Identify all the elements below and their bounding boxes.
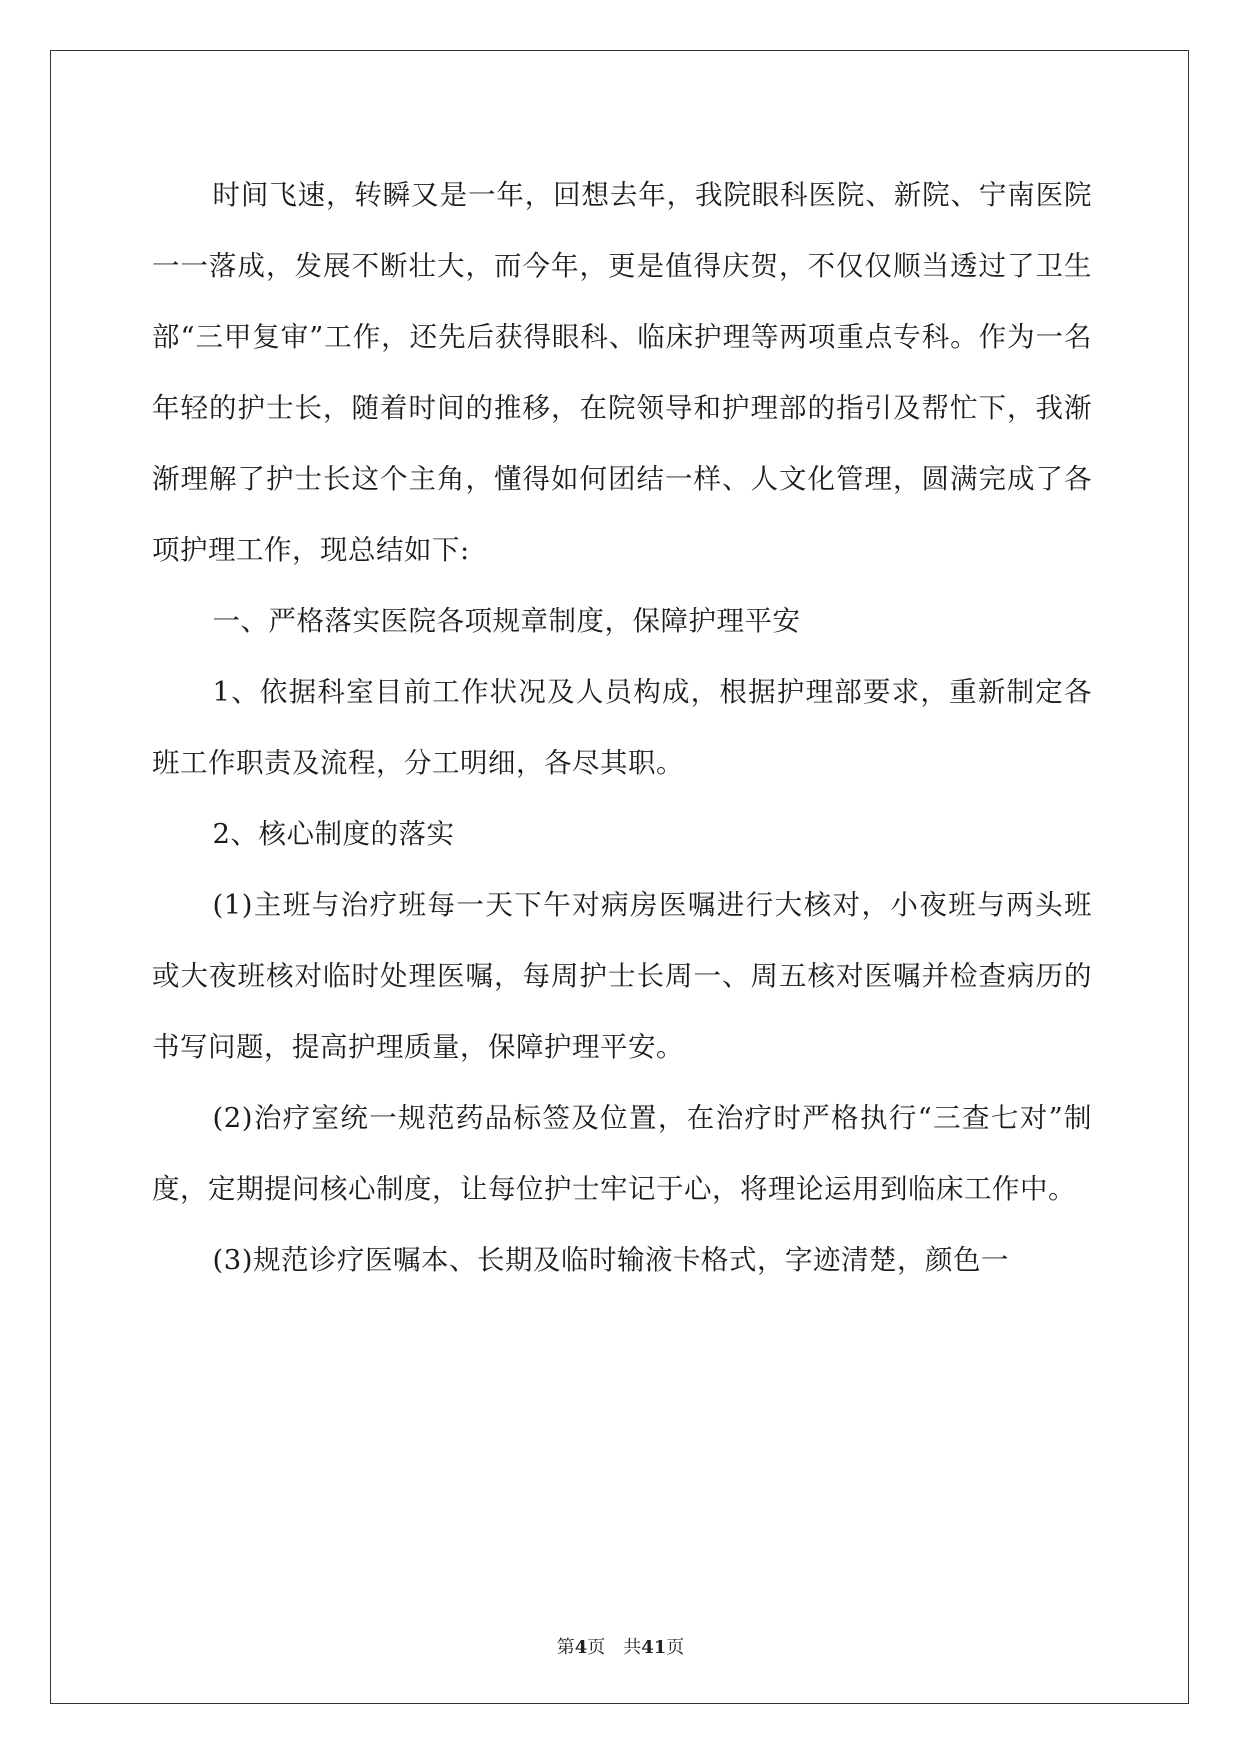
- total-page-number: 41: [641, 1637, 667, 1658]
- paragraph-subitem-2: (2)治疗室统一规范药品标签及位置，在治疗时严格执行“三查七对”制度，定期提问核心制度，让每位护士牢记于心，将理论运用到临床工作中。: [152, 1102, 1092, 1205]
- document-body: [152, 160, 1092, 1296]
- footer-total-prefix: 共: [623, 1637, 642, 1658]
- paragraph-item-2: 2、核心制度的落实: [212, 818, 455, 850]
- footer-page-suffix: 页: [587, 1637, 606, 1658]
- paragraph-intro: 时间飞速，转瞬又是一年，回想去年，我院眼科医院、新院、宁南医院一一落成，发展不断壮大，而今年，更是值得庆贺，不仅仅顺当透过了卫生部“三甲复审”工作，还先后获得眼科、临床护理等两项重点专科。作为一名年轻的护士长，随着时间的推移，在院领导和护理部的指引及帮忙下，我渐渐理解了护士长这个主角，懂得如何团结一样、人文化管理，圆满完成了各项护理工作，现总结如下:: [152, 179, 1092, 566]
- paragraph-subitem-3: (3)规范诊疗医嘱本、长期及临时输液卡格式，字迹清楚，颜色一: [212, 1244, 1009, 1276]
- footer-prefix: 第: [556, 1637, 575, 1658]
- paragraph-item-1: 1、依据科室目前工作状况及人员构成，根据护理部要求，重新制定各班工作职责及流程，分工明细，各尽其职。: [152, 676, 1092, 779]
- paragraph-subitem-1: (1)主班与治疗班每一天下午对病房医嘱进行大核对，小夜班与两头班或大夜班核对临时处理医嘱，每周护士长周一、周五核对医嘱并检查病历的书写问题，提高护理质量，保障护理平安。: [152, 889, 1092, 1063]
- section-heading-1: 一、严格落实医院各项规章制度，保障护理平安: [212, 605, 801, 637]
- footer-total-suffix: 页: [666, 1637, 685, 1658]
- current-page-number: 4: [574, 1637, 588, 1658]
- page-footer: [0, 1633, 1241, 1659]
